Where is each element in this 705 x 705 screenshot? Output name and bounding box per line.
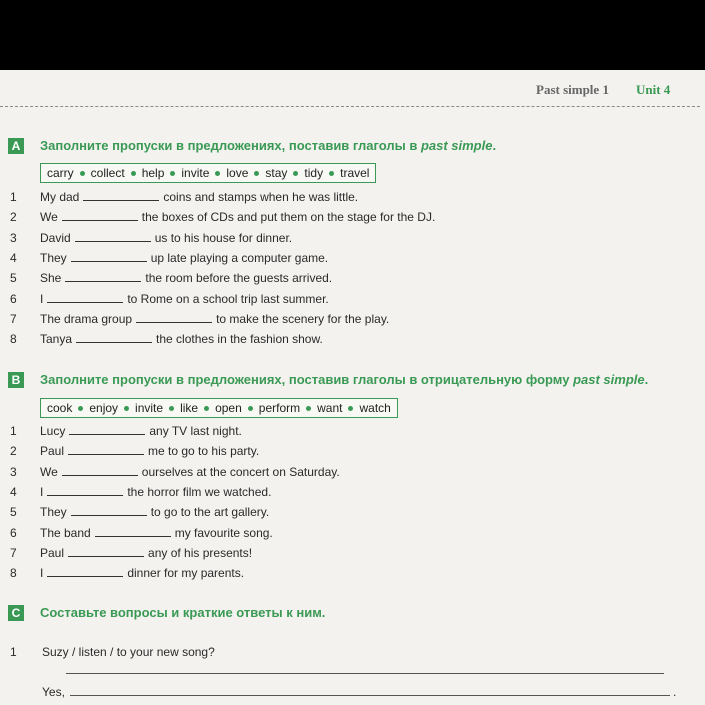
sentence-line	[40, 484, 271, 500]
sentence-start: They	[40, 250, 67, 265]
sentence-end: to go to the art gallery.	[150, 505, 270, 520]
word-option: invite	[181, 166, 210, 180]
question-answer-line[interactable]	[66, 673, 664, 674]
word-option: enjoy	[89, 401, 119, 415]
sentence-line	[40, 209, 435, 225]
answer-blank[interactable]	[68, 443, 144, 455]
section-b-title-text: Заполните пропуски в предложениях, поставив глаголы в отрицательную форму	[40, 372, 574, 387]
bullet-dot	[124, 406, 129, 411]
sentence-start: The drama group	[40, 311, 133, 326]
word-option: carry	[47, 166, 74, 180]
sentence-end: us to his house for dinner.	[154, 230, 293, 245]
sentence-end: dinner for my parents.	[127, 566, 245, 581]
sentence-line	[40, 311, 389, 327]
bullet-dot	[329, 171, 334, 176]
sentence-start: We	[40, 464, 58, 479]
bullet-dot	[170, 171, 175, 176]
sentence-end: ourselves at the concert on Saturday.	[141, 464, 340, 479]
answer-blank[interactable]	[69, 423, 145, 435]
page-title: Past simple 1	[536, 82, 609, 97]
answer-start: Yes,	[42, 685, 65, 699]
page-header	[0, 82, 700, 102]
word-option: travel	[340, 166, 370, 180]
bullet-dot	[204, 406, 209, 411]
section-a-title-end: .	[492, 138, 497, 153]
answer-end: .	[673, 685, 677, 699]
answer-blank[interactable]	[47, 565, 123, 577]
item-number: 5	[10, 505, 17, 520]
word-option: open	[215, 401, 242, 415]
bullet-dot	[306, 406, 311, 411]
answer-blank[interactable]	[68, 545, 144, 557]
word-option: love	[226, 166, 249, 180]
item-number: 3	[10, 464, 17, 479]
sentence-line	[40, 443, 259, 459]
sentence-start: I	[40, 484, 44, 499]
sentence-start: David	[40, 230, 71, 245]
word-option: invite	[135, 401, 164, 415]
sentence-start: Paul	[40, 444, 65, 459]
answer-blank[interactable]	[71, 250, 147, 262]
sentence-start: I	[40, 291, 44, 306]
word-option: watch	[359, 401, 391, 415]
item-number: 3	[10, 230, 17, 245]
section-c-title: Составьте вопросы и краткие ответы к ним.	[40, 605, 326, 620]
item-number: 8	[10, 332, 17, 347]
bullet-dot	[215, 171, 220, 176]
sentence-end: up late playing a computer game.	[150, 250, 329, 265]
answer-blank[interactable]	[65, 270, 141, 282]
sentence-start: Paul	[40, 545, 65, 560]
answer-blank[interactable]	[76, 331, 152, 343]
sentence-line	[40, 189, 358, 205]
item-number: 2	[10, 210, 17, 225]
top-dark-band	[0, 0, 705, 70]
word-option: want	[317, 401, 343, 415]
sentence-start: We	[40, 210, 58, 225]
sentence-line	[40, 464, 340, 480]
sentence-line	[40, 565, 244, 581]
section-c-item-number: 1	[10, 645, 17, 659]
section-b-title	[40, 372, 648, 387]
sentence-end: me to go to his party.	[148, 444, 260, 459]
bullet-dot	[78, 406, 83, 411]
sentence-start: She	[40, 271, 62, 286]
word-option: collect	[90, 166, 125, 180]
section-c-prompt: Suzy / listen / to your new song?	[42, 645, 215, 659]
sentence-line	[40, 331, 323, 347]
answer-blank[interactable]	[136, 311, 212, 323]
sentence-end: to make the scenery for the play.	[216, 311, 390, 326]
answer-blank[interactable]	[62, 209, 138, 221]
section-b-word-box	[40, 398, 398, 418]
section-c-letter: C	[8, 605, 24, 621]
bullet-dot	[348, 406, 353, 411]
item-number: 1	[10, 190, 17, 204]
sentence-start: They	[40, 505, 67, 520]
sentence-start: The band	[40, 525, 91, 540]
item-number: 1	[10, 424, 17, 438]
answer-blank[interactable]	[62, 464, 138, 476]
bullet-dot	[293, 171, 298, 176]
answer-blank[interactable]	[75, 230, 151, 242]
sentence-line	[40, 230, 292, 246]
answer-blank[interactable]	[47, 291, 123, 303]
sentence-end: any of his presents!	[148, 545, 253, 560]
item-number: 7	[10, 311, 17, 326]
sentence-end: any TV last night.	[149, 424, 242, 438]
section-b-letter: B	[8, 372, 24, 388]
sentence-end: the clothes in the fashion show.	[156, 332, 323, 347]
short-answer-line[interactable]	[70, 695, 670, 696]
section-b-title-end: .	[644, 372, 649, 387]
sentence-line	[40, 423, 242, 439]
word-option: tidy	[304, 166, 324, 180]
sentence-start: I	[40, 566, 44, 581]
answer-blank[interactable]	[47, 484, 123, 496]
sentence-start: Lucy	[40, 424, 66, 438]
bullet-dot	[169, 406, 174, 411]
item-number: 5	[10, 271, 17, 286]
bullet-dot	[131, 171, 136, 176]
item-number: 7	[10, 545, 17, 560]
section-a-letter: A	[8, 138, 24, 154]
word-option: perform	[258, 401, 301, 415]
sentence-end: the room before the guests arrived.	[145, 271, 333, 286]
sentence-end: my favourite song.	[174, 525, 273, 540]
word-option: help	[141, 166, 165, 180]
bullet-dot	[248, 406, 253, 411]
sentence-line	[40, 545, 252, 561]
bullet-dot	[254, 171, 259, 176]
sentence-end: to Rome on a school trip last summer.	[127, 291, 329, 306]
item-number: 8	[10, 566, 17, 581]
section-a-title-text: Заполните пропуски в предложениях, поставив глаголы в	[40, 138, 421, 153]
section-a-title-italic: past simple	[420, 138, 493, 153]
sentence-line	[40, 525, 273, 541]
item-number: 4	[10, 250, 17, 265]
header-divider	[0, 106, 700, 107]
sentence-start: Tanya	[40, 332, 73, 347]
answer-blank[interactable]	[83, 189, 159, 201]
sentence-line	[40, 270, 332, 286]
item-number: 2	[10, 444, 17, 459]
sentence-line	[40, 291, 329, 307]
sentence-start: My dad	[40, 190, 80, 204]
item-number: 6	[10, 525, 17, 540]
item-number: 6	[10, 291, 17, 306]
answer-blank[interactable]	[71, 504, 147, 516]
item-number: 4	[10, 484, 17, 499]
sentence-line	[40, 504, 269, 520]
sentence-end: coins and stamps when he was little.	[163, 190, 359, 204]
sentence-end: the horror film we watched.	[127, 484, 272, 499]
word-option: stay	[265, 166, 288, 180]
unit-label: Unit 4	[636, 82, 671, 97]
bullet-dot	[80, 171, 85, 176]
sentence-end: the boxes of CDs and put them on the stage for the DJ.	[141, 210, 436, 225]
section-a-title	[40, 138, 496, 153]
sentence-line	[40, 250, 328, 266]
answer-blank[interactable]	[95, 525, 171, 537]
section-a-word-box	[40, 163, 376, 183]
section-b-title-italic: past simple	[573, 372, 645, 387]
word-option: like	[180, 401, 199, 415]
word-option: cook	[47, 401, 73, 415]
